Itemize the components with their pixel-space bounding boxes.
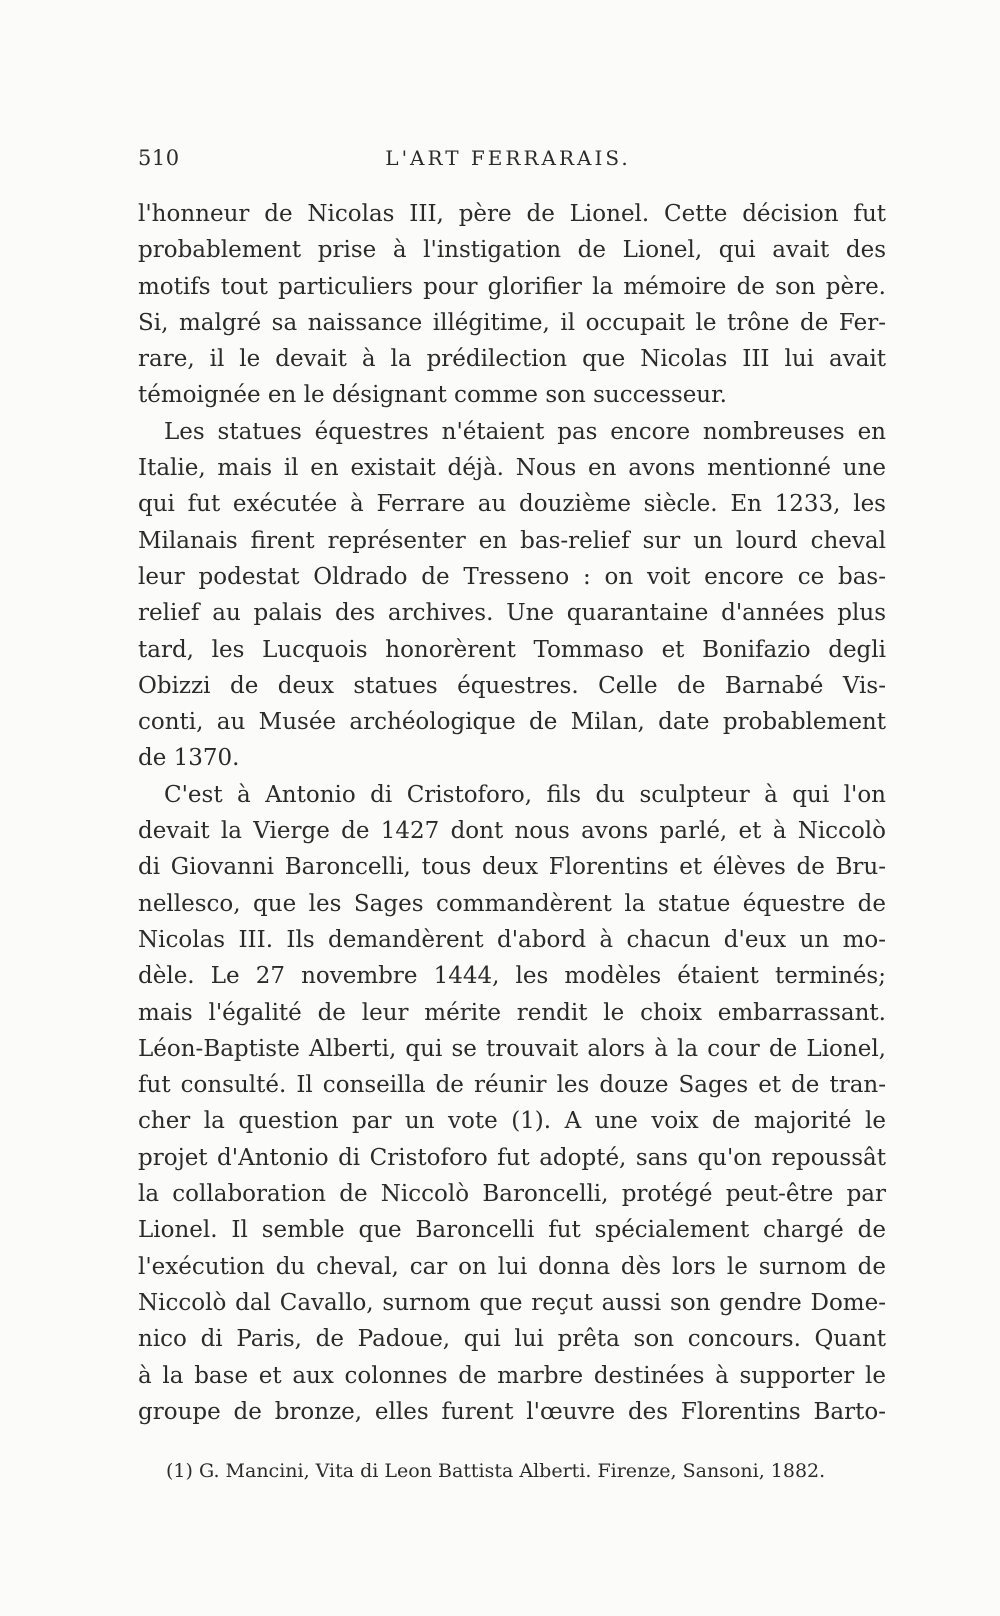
text-line: l'honneur de Nicolas III, père de Lionel. Cette décision fut	[138, 201, 886, 227]
text-line: Léon-Baptiste Alberti, qui se trouvait alors à la cour de Lionel,	[138, 1035, 886, 1062]
text-line: Italie, mais il en existait déjà. Nous en avons mentionné une	[138, 455, 886, 482]
text-line: fut consulté. Il conseilla de réunir les douze Sages et de tran-	[138, 1072, 886, 1099]
text-line: motifs tout particuliers pour glorifier la mémoire de son père.	[138, 273, 886, 300]
text-line: conti, au Musée archéologique de Milan, date probablement	[138, 709, 886, 736]
text-line: dèle. Le 27 novembre 1444, les modèles étaient terminés;	[138, 963, 886, 990]
text-line: Niccolò dal Cavallo, surnom que reçut aussi son gendre Dome-	[138, 1289, 886, 1316]
text-line: probablement prise à l'instigation de Lionel, qui avait des	[138, 237, 886, 264]
text-line: relief au palais des archives. Une quarantaine d'années plus	[138, 600, 886, 627]
text-line: la collaboration de Niccolò Baroncelli, protégé peut-être par	[138, 1181, 886, 1208]
page-number: 510	[138, 146, 180, 170]
text-line: Lionel. Il semble que Baroncelli fut spécialement chargé de	[138, 1217, 886, 1244]
text-line: Obizzi de deux statues équestres. Celle de Barnabé Vis-	[138, 672, 886, 699]
text-line: di Giovanni Baroncelli, tous deux Florentins et élèves de Bru-	[138, 854, 886, 881]
text-line: Nicolas III. Ils demandèrent d'abord à chacun d'eux un mo-	[138, 926, 886, 953]
text-line: Les statues équestres n'étaient pas encore nombreuses en	[164, 418, 886, 445]
footnote: (1) G. Mancini, Vita di Leon Battista Alberti. Firenze, Sansoni, 1882.	[166, 1460, 826, 1482]
text-line: mais l'égalité de leur mérite rendit le choix embarrassant.	[138, 999, 886, 1026]
text-line: projet d'Antonio di Cristoforo fut adopté, sans qu'on repoussât	[138, 1144, 886, 1171]
text-line: nellesco, que les Sages commandèrent la statue équestre de	[138, 890, 886, 917]
text-line: devait la Vierge de 1427 dont nous avons parlé, et à Niccolò	[138, 818, 886, 845]
text-line: leur podestat Oldrado de Tresseno : on voit encore ce bas-	[138, 563, 886, 590]
text-line: tard, les Lucquois honorèrent Tommaso et Bonifazio degli	[138, 636, 886, 663]
text-line: rare, il le devait à la prédilection que Nicolas III lui avait	[138, 346, 886, 373]
text-line: à la base et aux colonnes de marbre destinées à supporter le	[138, 1362, 886, 1389]
page-header	[138, 146, 878, 180]
text-line: de 1370.	[138, 745, 240, 772]
body-text	[138, 196, 886, 1430]
text-line: l'exécution du cheval, car on lui donna dès lors le surnom de	[138, 1253, 886, 1280]
text-line: témoignée en le désignant comme son successeur.	[138, 382, 727, 409]
text-line: cher la question par un vote (1). A une voix de majorité le	[138, 1108, 886, 1135]
text-line: nico di Paris, de Padoue, qui lui prêta son concours. Quant	[138, 1326, 886, 1353]
text-line: Si, malgré sa naissance illégitime, il occupait le trône de Fer-	[138, 309, 886, 336]
text-line: qui fut exécutée à Ferrare au douzième siècle. En 1233, les	[138, 491, 886, 518]
text-line: groupe de bronze, elles furent l'œuvre des Florentins Barto-	[138, 1398, 886, 1425]
text-line: Milanais firent représenter en bas-relief sur un lourd cheval	[138, 527, 886, 554]
text-line: C'est à Antonio di Cristoforo, fils du sculpteur à qui l'on	[164, 781, 886, 808]
running-head: L'ART FERRARAIS.	[385, 146, 631, 170]
